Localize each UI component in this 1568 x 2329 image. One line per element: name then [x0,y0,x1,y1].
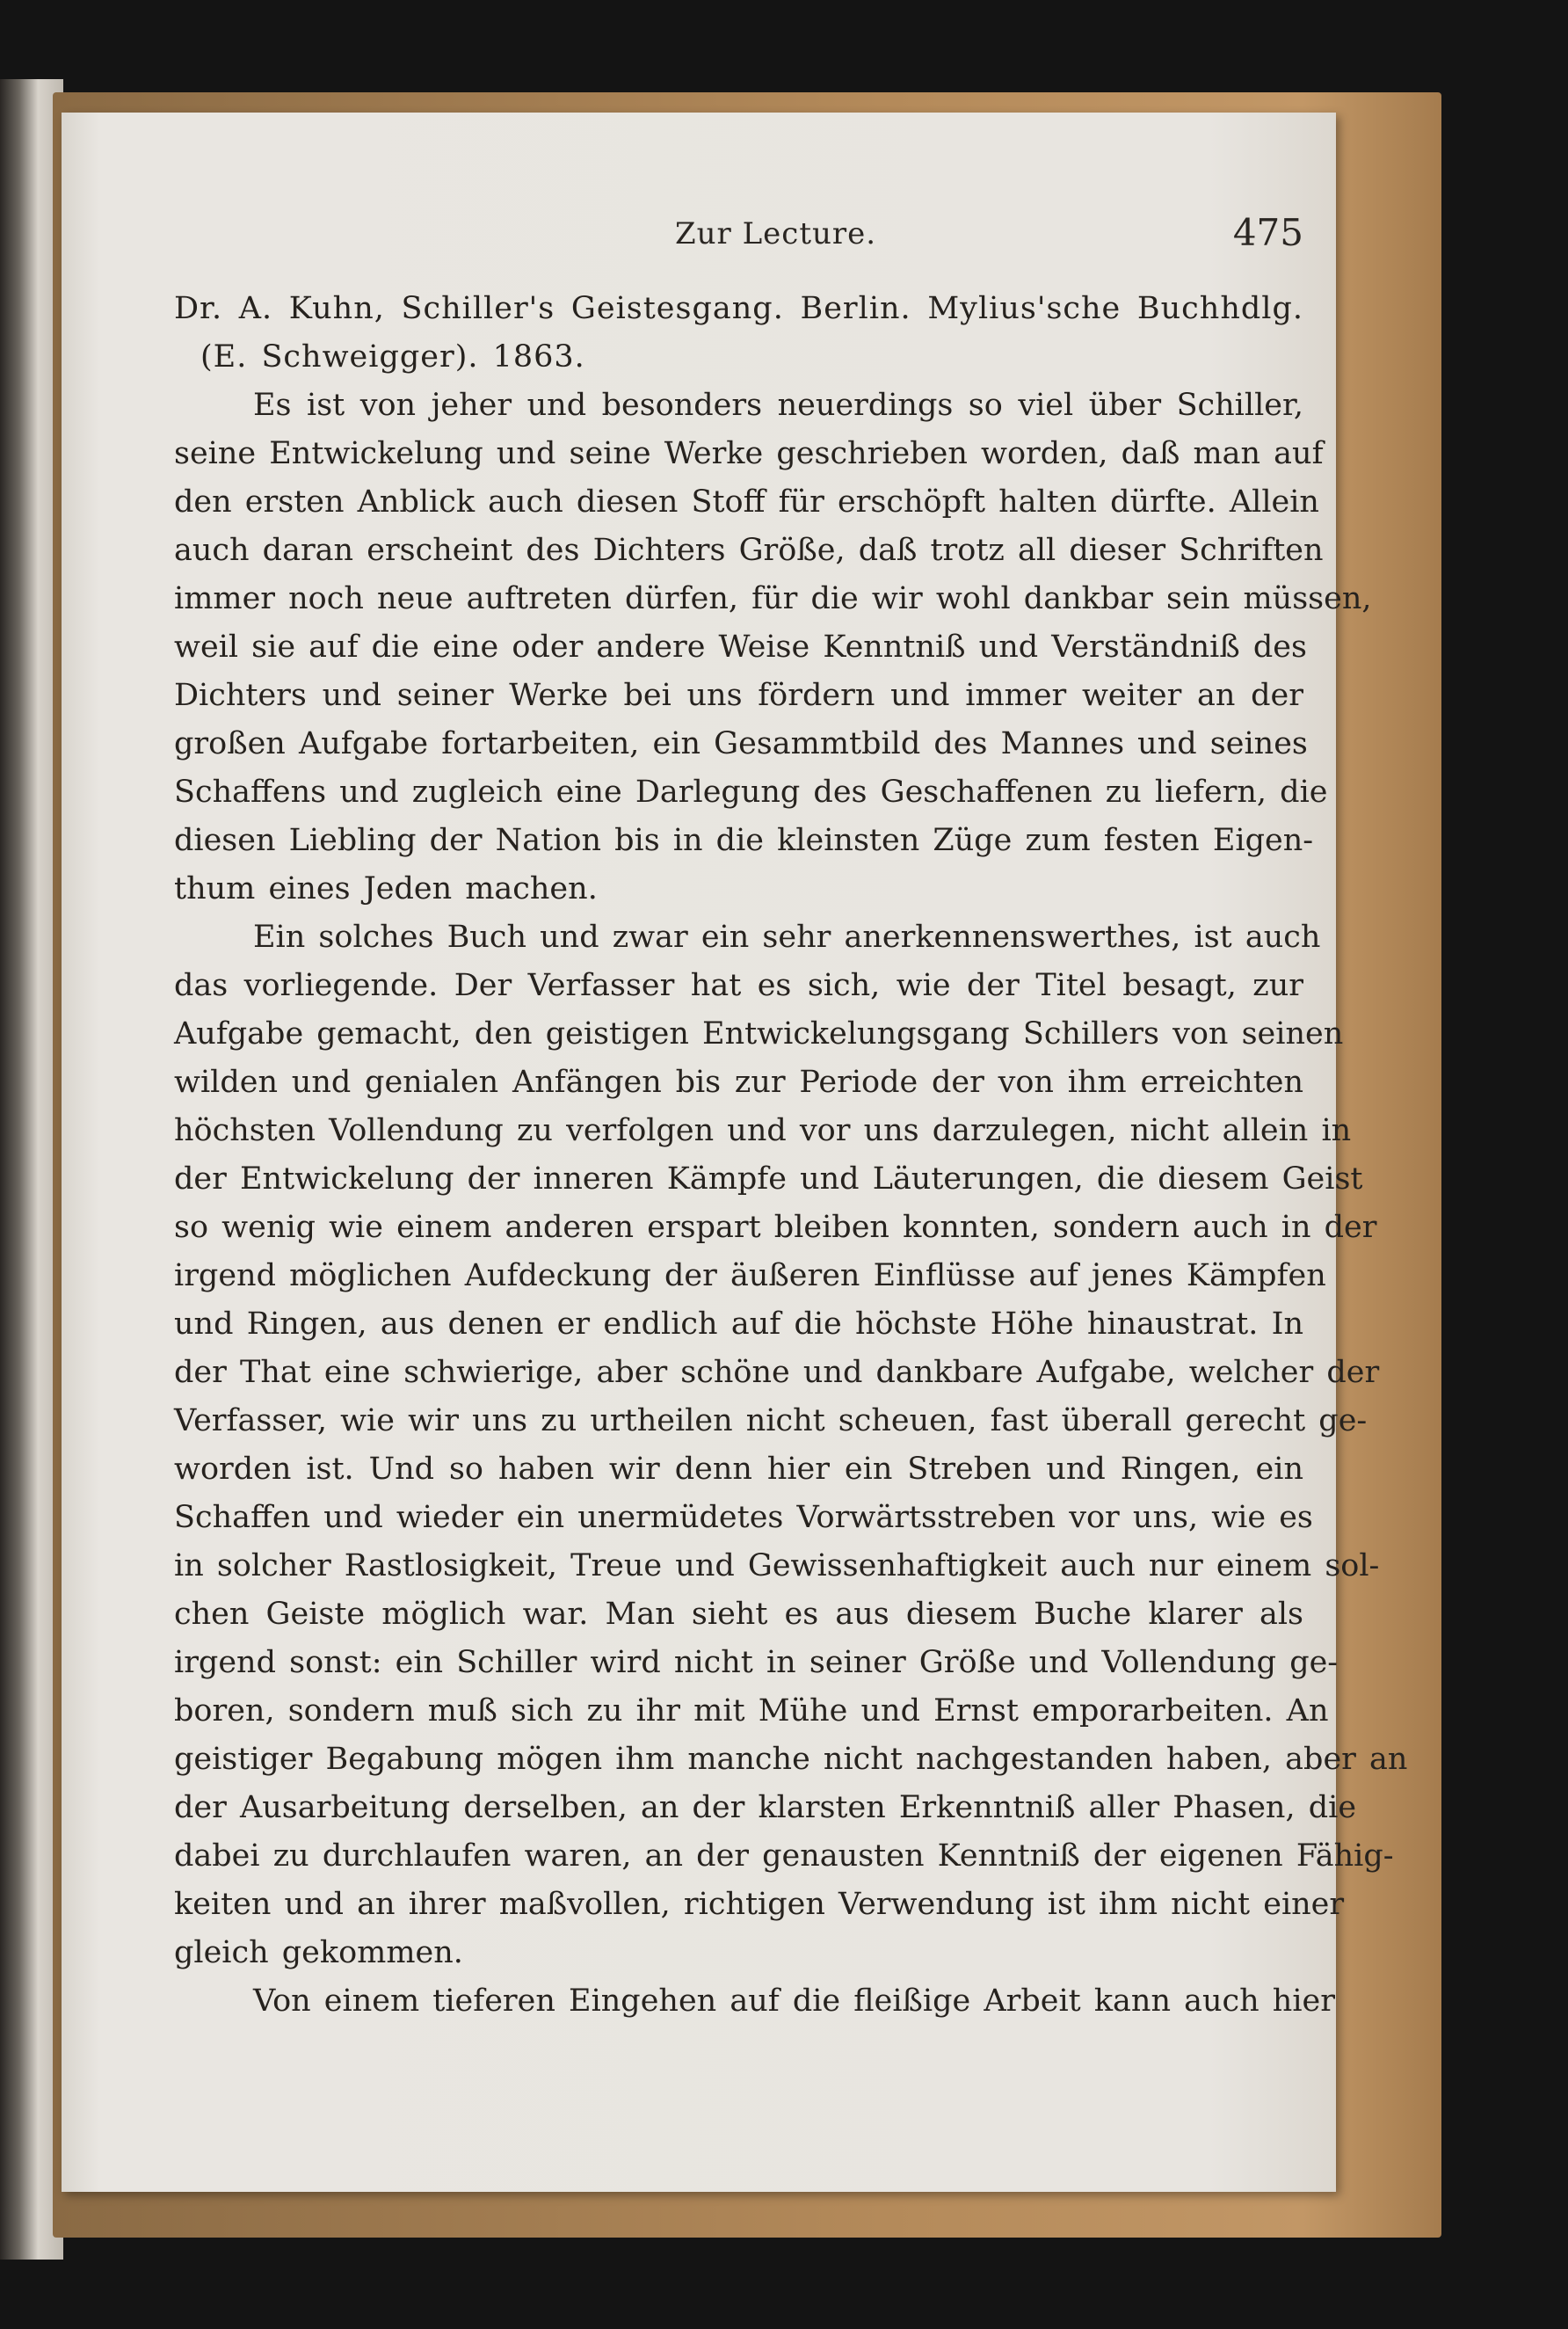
body-text [174,382,1408,2026]
text-line: Von einem tieferen Eingehen auf die fleißige Arbeit kann auch hier [253,1983,1335,2019]
paragraph [174,1977,1335,2026]
text-line: und Ringen, aus denen er endlich auf die höchste Höhe hinaustrat. In [174,1306,1303,1342]
text-line: diesen Liebling der Nation bis in die kleinsten Züge zum festen Eigen- [174,823,1314,858]
text-line: Dichters und seiner Werke bei uns fördern und immer weiter an der [174,678,1303,713]
paragraph [174,382,1372,913]
text-line: höchsten Vollendung zu verfolgen und vor uns darzulegen, nicht allein in [174,1113,1352,1148]
text-line: der Entwickelung der inneren Kämpfe und Läuterungen, die diesem Geist [174,1161,1363,1197]
text-line: den ersten Anblick auch diesen Stoff für erschöpft halten dürfte. Allein [174,484,1319,520]
text-line: irgend sonst: ein Schiller wird nicht in seiner Größe und Vollendung ge- [174,1645,1339,1680]
bibliographic-citation [174,285,1303,382]
text-line: der Ausarbeitung derselben, an der klarsten Erkenntniß aller Phasen, die [174,1790,1357,1825]
text-line: Schaffen und wieder ein unermüdetes Vorwärtsstreben vor uns, wie es [174,1500,1313,1535]
text-line: boren, sondern muß sich zu ihr mit Mühe und Ernst emporarbeiten. An [174,1693,1329,1729]
citation-line: Dr. A. Kuhn, Schiller's Geistesgang. Berlin. Mylius'sche Buchhdlg. [174,291,1303,326]
text-line: weil sie auf die eine oder andere Weise Kenntniß und Verständniß des [174,630,1307,665]
text-line: dabei zu durchlaufen waren, an der genausten Kenntniß der eigenen Fähig- [174,1838,1394,1874]
text-line: auch daran erscheint des Dichters Größe, daß trotz all dieser Schriften [174,533,1324,568]
text-line: seine Entwickelung und seine Werke geschrieben worden, daß man auf [174,436,1324,471]
text-line: thum eines Jeden machen. [174,871,598,906]
text-line: großen Aufgabe fortarbeiten, ein Gesammtbild des Mannes und seines [174,726,1308,761]
text-line: das vorliegende. Der Verfasser hat es sich, wie der Titel besagt, zur [174,968,1303,1003]
page-number: 475 [1232,211,1303,254]
text-line: Schaffens und zugleich eine Darlegung des Geschaffenen zu liefern, die [174,775,1328,810]
text-line: geistiger Begabung mögen ihm manche nicht nachgestanden haben, aber an [174,1742,1408,1777]
text-line: so wenig wie einem anderen erspart bleiben konnten, sondern auch in der [174,1210,1377,1245]
book-page [62,113,1408,2192]
text-line: in solcher Rastlosigkeit, Treue und Gewissenhaftigkeit auch nur einem sol- [174,1548,1380,1583]
text-line: gleich gekommen. [174,1935,463,1970]
page-text [174,285,1408,2026]
text-line: immer noch neue auftreten dürfen, für die wir wohl dankbar sein müssen, [174,581,1372,616]
text-line: Aufgabe gemacht, den geistigen Entwickelungsgang Schillers von seinen [174,1016,1344,1052]
text-line: wilden und genialen Anfängen bis zur Periode der von ihm erreichten [174,1065,1303,1100]
text-line: keiten und an ihrer maßvollen, richtigen Verwendung ist ihm nicht einer [174,1887,1345,1922]
text-line: Es ist von jeher und besonders neuerdings so viel über Schiller, [253,388,1303,423]
page-header [174,211,1303,260]
text-line: chen Geiste möglich war. Man sieht es aus diesem Buche klarer als [174,1597,1303,1632]
text-line: irgend möglichen Aufdeckung der äußeren Einflüsse auf jenes Kämpfen [174,1258,1326,1293]
text-line: Ein solches Buch und zwar ein sehr anerkennenswerthes, ist auch [253,920,1321,955]
paragraph [174,913,1408,1977]
text-line: Verfasser, wie wir uns zu urtheilen nicht scheuen, fast überall gerecht ge- [174,1403,1368,1438]
text-line: worden ist. Und so haben wir denn hier ein Streben und Ringen, ein [174,1452,1303,1487]
citation-line: (E. Schweigger). 1863. [200,339,585,375]
running-title: Zur Lecture. [675,216,877,251]
text-line: der That eine schwierige, aber schöne und dankbare Aufgabe, welcher der [174,1355,1380,1390]
